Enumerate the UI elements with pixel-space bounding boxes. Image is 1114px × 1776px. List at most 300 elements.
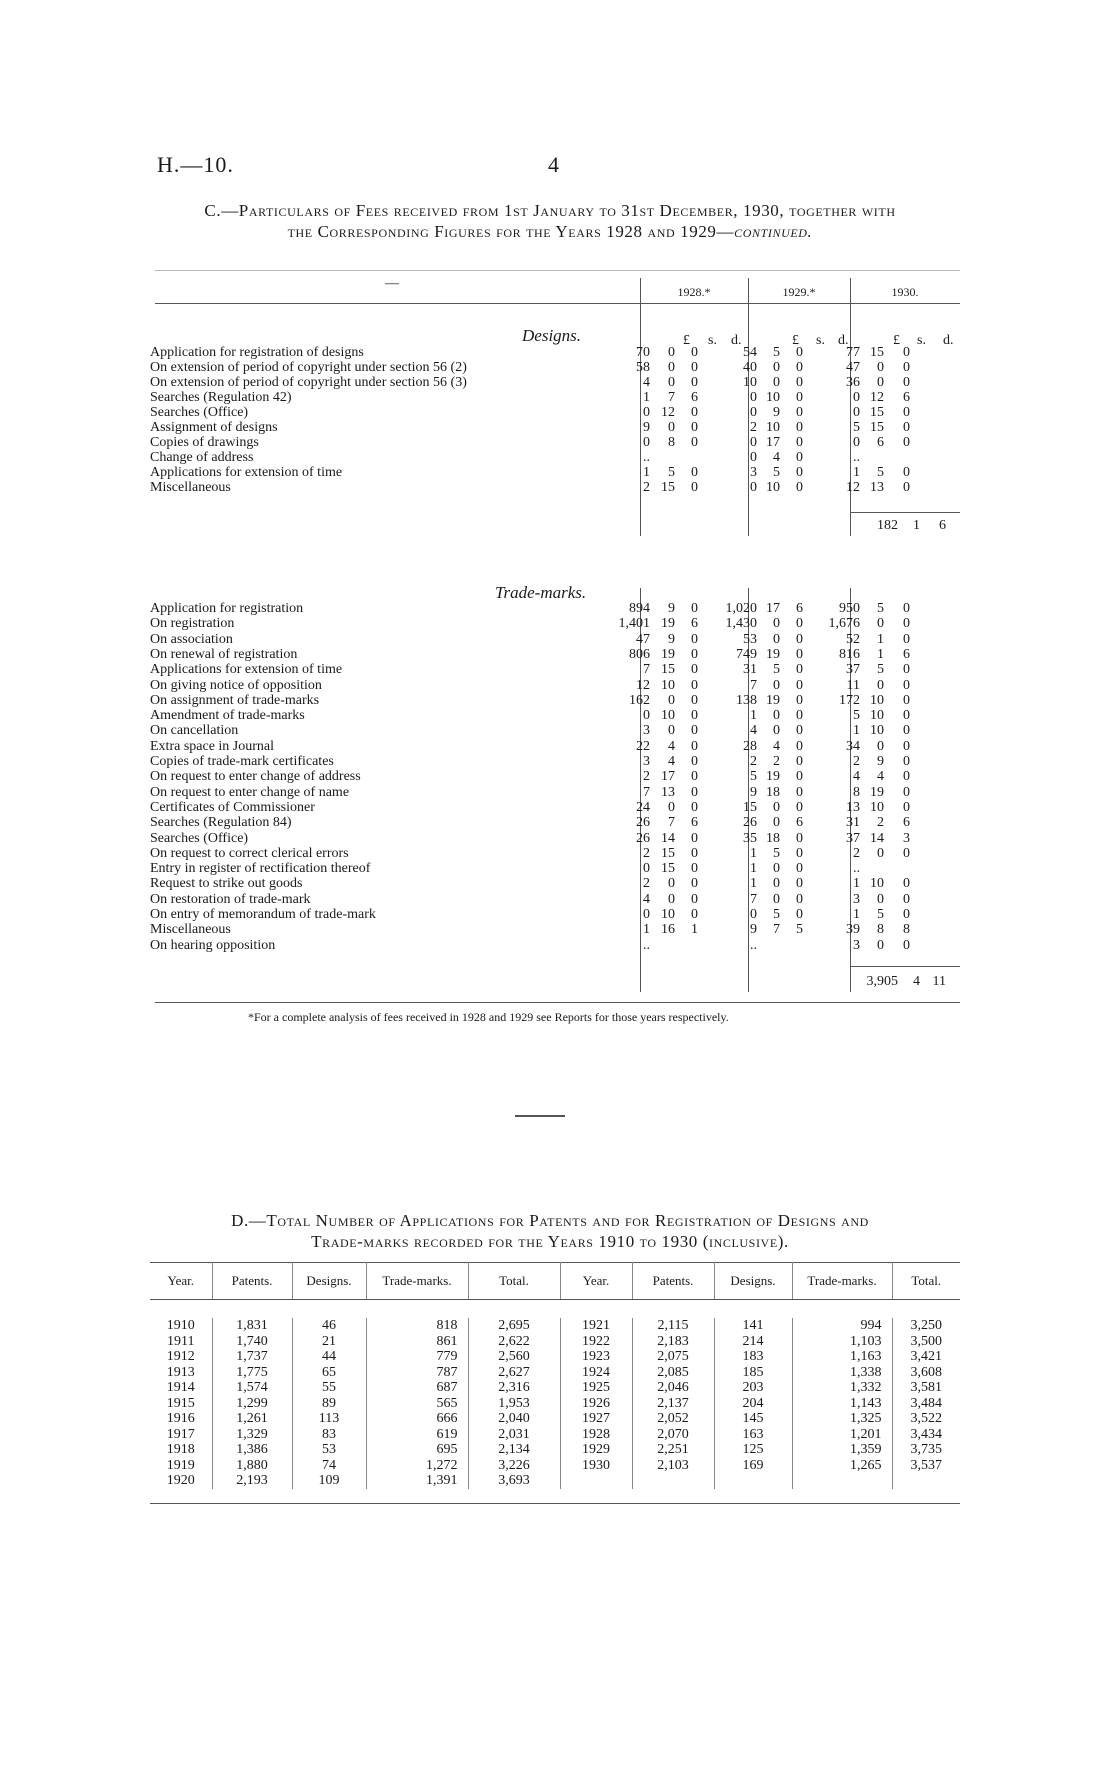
trademarks-y1928-pence: 1 [691,922,698,938]
designs-y1930-pence: 0 [903,405,910,420]
table-cell: 185 [714,1365,792,1381]
table-cell: 1,740 [212,1334,292,1350]
trademarks-row-label: On registration [150,616,235,632]
trademarks-row [150,861,960,876]
designs-row-label: Applications for extension of time [150,465,343,480]
designs-y1928-pence: 0 [691,345,698,360]
unit-pence-1929: d. [838,333,849,348]
table-cell: 861 [366,1334,468,1350]
designs-y1930-shillings: 0 [877,375,884,390]
trademarks-row [150,785,960,800]
table-row [150,1473,960,1489]
table-cell: 2,115 [632,1318,714,1334]
trademarks-y1928-shillings: 19 [661,616,675,632]
designs-y1929-shillings: 17 [766,435,780,450]
table-cell: 1,737 [212,1349,292,1365]
designs-row-label: On extension of period of copyright under section 56 (3) [150,375,467,390]
table-cell: 779 [366,1349,468,1365]
designs-y1929-pence: 0 [796,345,803,360]
trademarks-y1930-shillings: 19 [870,784,884,800]
column-header: Trade-marks. [792,1263,892,1300]
table-cell: 565 [366,1396,468,1412]
trademarks-row [150,922,960,937]
trademarks-row-label: Applications for extension of time [150,662,343,678]
trademarks-y1929-pence: 0 [796,830,803,846]
trademarks-y1930-shillings: 0 [877,937,884,953]
designs-row-label: Copies of drawings [150,435,259,450]
designs-y1930-pence: 0 [903,345,910,360]
designs-y1928-pence: 0 [691,375,698,390]
trademarks-row [150,693,960,708]
table-cell: 2,075 [632,1349,714,1365]
trademarks-row-label: Amendment of trade-marks [150,708,305,724]
trademarks-y1929-pounds: 1 [750,845,757,861]
trademarks-y1929-pence: 0 [796,692,803,708]
table-cell: 3,693 [468,1473,560,1489]
designs-row-label: On extension of period of copyright under section 56 (2) [150,360,467,375]
designs-y1930-shillings: 15 [870,420,884,435]
table-row [150,1365,960,1381]
designs-y1929-pence: 0 [796,420,803,435]
trademarks-y1928-pounds: 26 [636,815,650,831]
trademarks-y1929-pence: 6 [796,601,803,616]
trademarks-y1929-pounds: 31 [743,662,757,678]
trademarks-y1928-pounds: 47 [636,631,650,647]
table-cell: 666 [366,1411,468,1427]
trademarks-y1930-shillings: 10 [870,708,884,724]
trademarks-y1929-pounds: 4 [750,723,757,739]
designs-y1928-pounds: 58 [636,360,650,375]
trademarks-y1928-pence: 0 [691,784,698,800]
trademarks-y1929-shillings: 0 [773,891,780,907]
designs-y1930-pence: 0 [903,465,910,480]
designs-y1929-shillings: 10 [766,390,780,405]
trademarks-y1929-pence: 0 [796,738,803,754]
trademarks-y1928-pounds: 12 [636,677,650,693]
column-header: Patents. [212,1263,292,1300]
trademarks-y1929-shillings: 2 [773,754,780,769]
trademarks-y1929-pounds: 9 [750,784,757,800]
table-cell: 2,137 [632,1396,714,1412]
trademarks-y1930-shillings: 10 [870,876,884,892]
spacer-row [150,1300,960,1319]
trademarks-y1930-pence: 0 [903,754,910,769]
trademarks-y1929-pounds: 1,430 [725,616,757,632]
trademarks-y1929-pence: 0 [796,784,803,800]
designs-y1928-pounds: .. [643,450,650,465]
trademarks-y1928-pence: 0 [691,876,698,892]
trademarks-y1928-pence: 0 [691,723,698,739]
trademarks-y1930-shillings: 4 [877,769,884,785]
trademarks-y1929-pence: 0 [796,876,803,892]
designs-row [150,345,960,360]
trademarks-total-pence: 11 [932,974,946,989]
table-row [150,1411,960,1427]
trademarks-y1929-shillings: 0 [773,723,780,739]
table-cell: 55 [292,1380,366,1396]
designs-y1930-pounds: 47 [846,360,860,375]
trademarks-y1928-pounds: 4 [643,891,650,907]
designs-row-label: Searches (Office) [150,405,249,420]
table-cell: 1,325 [792,1411,892,1427]
designs-y1930-pounds: 0 [853,405,860,420]
trademarks-y1930-shillings: 10 [870,692,884,708]
trademarks-row-label: Copies of trade-mark certificates [150,754,334,769]
trademarks-y1930-pence: 0 [903,677,910,693]
designs-y1929-shillings: 0 [773,375,780,390]
designs-y1928-shillings: 0 [668,420,675,435]
trademarks-row [150,647,960,662]
trademarks-y1930-pence: 0 [903,937,910,953]
trademarks-y1929-pence: 0 [796,907,803,922]
trademarks-y1929-shillings: 0 [773,815,780,831]
table-cell: 3,537 [910,1457,942,1473]
trademarks-y1928-pence: 0 [691,830,698,846]
trademarks-row-label: On association [150,631,233,647]
trademarks-y1930-shillings: 10 [870,799,884,815]
footnote: *For a complete analysis of fees received in 1928 and 1929 see Reports for those years respectively. [248,1010,729,1024]
table-cell: 2,627 [468,1365,560,1381]
designs-total-pence: 6 [939,518,946,533]
designs-y1929-pence: 0 [796,465,803,480]
trademarks-y1929-pounds: 749 [736,646,757,662]
table-cell: 687 [366,1380,468,1396]
designs-y1930-shillings: 13 [870,480,884,495]
trademarks-y1929-pounds: 53 [743,631,757,647]
trademarks-y1930-pence: 3 [903,830,910,846]
trademarks-row [150,938,960,953]
trademarks-row-label: On renewal of registration [150,646,298,662]
trademarks-y1929-pence: 0 [796,646,803,662]
table-cell: 2,103 [632,1458,714,1474]
rule-bottom-c [155,1002,960,1003]
trademarks-row [150,662,960,677]
rule-top-c [155,270,960,271]
table-cell: 163 [714,1427,792,1443]
trademarks-row [150,907,960,922]
designs-y1929-shillings: 10 [766,420,780,435]
trademarks-y1928-pounds: 7 [643,784,650,800]
table-cell: 1924 [560,1365,632,1381]
trademarks-row-label: On entry of memorandum of trade-mark [150,907,376,922]
trademarks-y1930-pounds: 950 [839,601,860,616]
trademarks-y1928-pounds: 0 [643,861,650,877]
table-cell: 145 [714,1411,792,1427]
running-head-reference: H.—10. [157,152,234,177]
trademarks-row-label: On giving notice of opposition [150,677,322,693]
trademarks-y1929-pence: 0 [796,754,803,769]
trademarks-y1930-pounds: 37 [846,662,860,678]
table-cell: 74 [292,1458,366,1474]
table-cell: 1,163 [792,1349,892,1365]
trademarks-y1928-pence: 0 [691,646,698,662]
trademarks-y1930-pounds: 34 [846,738,860,754]
trademarks-y1930-pounds: 5 [853,708,860,724]
trademarks-y1930-shillings: 0 [877,738,884,754]
trademarks-row [150,708,960,723]
trademarks-row [150,815,960,830]
table-cell: 1925 [560,1380,632,1396]
rule-bottom-d [150,1503,960,1504]
table-row [150,1427,960,1443]
designs-y1929-pounds: 3 [750,465,757,480]
trademarks-y1930-shillings: 10 [870,723,884,739]
trademarks-y1928-pence: 6 [691,815,698,831]
trademarks-y1928-pounds: 2 [643,876,650,892]
trademarks-row [150,616,960,631]
trademarks-y1929-pence: 0 [796,616,803,632]
table-cell: 1,359 [792,1442,892,1458]
table-cell: 2,622 [468,1334,560,1350]
table-cell: 2,183 [632,1334,714,1350]
trademarks-y1930-pence: 0 [903,891,910,907]
trademarks-row-label: Searches (Office) [150,830,249,846]
table-cell: 1,775 [212,1365,292,1381]
designs-row-label: Change of address [150,450,254,465]
table-cell: 3,500 [910,1333,942,1349]
rule-designs-total [850,512,960,513]
trademarks-y1929-pence: 5 [796,922,803,938]
trademarks-y1928-pounds: 1 [643,922,650,938]
table-cell: 1919 [150,1458,212,1474]
trademarks-y1928-pence: 6 [691,616,698,632]
trademarks-y1930-pence: 6 [903,646,910,662]
trademarks-row-label: On assignment of trade-marks [150,692,320,708]
trademarks-row-label: On hearing opposition [150,937,276,953]
unit-shilling-1928: s. [708,333,717,348]
trademarks-row [150,831,960,846]
table-cell: 89 [292,1396,366,1412]
table-cell: 1910 [150,1318,212,1334]
designs-y1929-pence: 0 [796,360,803,375]
table-cell: 1921 [560,1318,632,1334]
designs-y1929-pounds: 0 [750,405,757,420]
designs-y1930-pounds: 1 [853,465,860,480]
trademarks-total-shillings: 4 [913,974,920,989]
trademarks-y1928-pounds: 1,401 [618,616,650,632]
rule-header-c [155,303,960,304]
designs-y1930-shillings: 0 [877,360,884,375]
designs-row [150,375,960,390]
trademarks-y1930-pence: 0 [903,907,910,922]
designs-heading: Designs. [522,326,582,345]
trademarks-y1930-pence: 8 [903,922,910,938]
trademarks-row-label: Application for registration [150,601,304,616]
trademarks-y1930-pounds: 37 [846,830,860,846]
trademarks-y1929-pounds: 28 [743,738,757,754]
designs-y1930-shillings: 15 [870,405,884,420]
trademarks-y1928-pounds: 162 [629,692,650,708]
applications-table [150,1262,960,1489]
trademarks-y1929-pence: 0 [796,631,803,647]
trademarks-y1929-shillings: 17 [766,601,780,616]
table-cell: 818 [366,1318,468,1334]
table-cell: 1,329 [212,1427,292,1443]
table-cell: 1922 [560,1334,632,1350]
trademarks-y1930-pence: 0 [903,799,910,815]
table-cell: 1,338 [792,1365,892,1381]
trademarks-y1928-pounds: 26 [636,830,650,846]
trademarks-y1930-pence: 0 [903,723,910,739]
trademarks-y1930-shillings: 14 [870,830,884,846]
designs-y1928-shillings: 12 [661,405,675,420]
trademarks-row-label: Extra space in Journal [150,738,275,754]
dash-header: — [385,276,399,291]
trademarks-y1930-pence: 6 [903,815,910,831]
table-cell: 1929 [560,1442,632,1458]
trademarks-y1928-shillings: 10 [661,708,675,724]
trademarks-y1928-pounds: 24 [636,799,650,815]
trademarks-y1929-shillings: 19 [766,692,780,708]
trademarks-total-row [850,974,960,989]
trademarks-y1930-pounds: 39 [846,922,860,938]
trademarks-y1929-pence: 0 [796,769,803,785]
table-row [150,1396,960,1412]
table-cell: 1913 [150,1365,212,1381]
trademarks-row [150,892,960,907]
column-header: Year. [150,1263,212,1300]
trademarks-y1930-pence: 0 [903,876,910,892]
trademarks-y1928-pounds: 806 [629,646,650,662]
trademarks-y1928-pounds: 3 [643,723,650,739]
designs-y1930-pence: 0 [903,375,910,390]
trademarks-y1930-pounds: 2 [853,845,860,861]
trademarks-row-label: Entry in register of rectification thereof [150,861,371,877]
trademarks-y1928-pence: 0 [691,738,698,754]
designs-y1928-pounds: 0 [643,405,650,420]
designs-y1928-shillings: 7 [668,390,675,405]
designs-row [150,480,960,495]
table-cell [792,1473,892,1489]
trademarks-y1929-pence: 0 [796,861,803,877]
column-header: Designs. [292,1263,366,1300]
trademarks-y1929-pence: 0 [796,891,803,907]
trademarks-y1930-pence: 0 [903,631,910,647]
trademarks-y1929-shillings: 19 [766,646,780,662]
applications-table-header [150,1263,960,1300]
trademarks-y1930-pence: 0 [903,769,910,785]
table-cell: 3,608 [910,1364,942,1380]
table-cell: 203 [714,1380,792,1396]
designs-row-label: Application for registration of designs [150,345,364,360]
trademarks-y1928-shillings: 9 [668,601,675,616]
table-cell [560,1473,632,1489]
unit-pound-1930: £ [893,333,900,348]
trademarks-y1928-shillings: 10 [661,907,675,922]
trademarks-y1929-pounds: 2 [750,754,757,769]
table-cell: 1927 [560,1411,632,1427]
trademarks-y1930-pounds: 816 [839,646,860,662]
trademarks-y1929-pounds: 1 [750,861,757,877]
trademarks-y1928-pounds: 2 [643,769,650,785]
table-cell: 2,316 [468,1380,560,1396]
trademarks-y1930-pounds: 1 [853,907,860,922]
table-cell: 204 [714,1396,792,1412]
trademarks-y1929-pence: 0 [796,723,803,739]
trademarks-y1930-pounds: 3 [853,891,860,907]
designs-y1928-shillings: 8 [668,435,675,450]
table-cell: 1915 [150,1396,212,1412]
table-cell: 214 [714,1334,792,1350]
trademarks-y1928-pounds: .. [643,937,650,953]
table-cell: 2,193 [212,1473,292,1489]
designs-y1929-shillings: 4 [773,450,780,465]
trademarks-row [150,876,960,891]
table-cell: 1,386 [212,1442,292,1458]
trademarks-y1930-shillings: 5 [877,601,884,616]
designs-y1930-pounds: 36 [846,375,860,390]
section-d-title-line1: D.—Total Number of Applications for Patents and for Registration of Designs and [231,1211,869,1230]
table-cell: 1,574 [212,1380,292,1396]
table-cell: 2,251 [632,1442,714,1458]
table-cell: 1,272 [366,1458,468,1474]
trademarks-y1929-shillings: 0 [773,677,780,693]
table-row [150,1334,960,1350]
table-row [150,1458,960,1474]
trademarks-y1929-pounds: 15 [743,799,757,815]
trademarks-y1928-pence: 0 [691,677,698,693]
designs-y1929-pounds: 0 [750,435,757,450]
trademarks-y1928-pounds: 0 [643,708,650,724]
trademarks-y1929-pounds: 1,020 [725,601,757,616]
table-cell: 1,831 [212,1318,292,1334]
designs-y1929-shillings: 0 [773,360,780,375]
designs-y1930-pence: 0 [903,480,910,495]
trademarks-y1929-pence: 0 [796,677,803,693]
trademarks-row [150,754,960,769]
trademarks-y1930-shillings: 2 [877,815,884,831]
trademarks-y1929-shillings: 5 [773,845,780,861]
trademarks-y1929-shillings: 5 [773,907,780,922]
trademarks-y1930-pounds: 3 [853,937,860,953]
designs-y1928-pounds: 70 [636,345,650,360]
table-cell: 2,085 [632,1365,714,1381]
column-header: Patents. [632,1263,714,1300]
designs-total-pounds: 182 [877,518,898,533]
trademarks-y1929-shillings: 0 [773,861,780,877]
designs-total-shillings: 1 [913,518,920,533]
trademarks-y1928-pence: 0 [691,662,698,678]
designs-row-label: Miscellaneous [150,480,231,495]
trademarks-y1929-shillings: 7 [773,922,780,938]
unit-pence-1928: d. [731,333,742,348]
table-cell: 1928 [560,1427,632,1443]
designs-y1928-pence: 0 [691,480,698,495]
trademarks-y1929-pounds: 0 [750,907,757,922]
table-cell: 3,434 [910,1426,942,1442]
trademarks-y1930-pounds: 172 [839,692,860,708]
designs-y1930-pence: 0 [903,360,910,375]
designs-y1928-pence: 0 [691,465,698,480]
designs-y1929-shillings: 9 [773,405,780,420]
table-cell: 1,103 [792,1334,892,1350]
trademarks-y1930-pounds: 4 [853,769,860,785]
table-cell: 83 [292,1427,366,1443]
trademarks-y1928-shillings: 17 [661,769,675,785]
table-cell: 1,391 [366,1473,468,1489]
designs-y1929-pounds: 0 [750,390,757,405]
table-cell: 65 [292,1365,366,1381]
designs-y1930-pounds: .. [853,450,860,465]
trademarks-y1930-shillings: 1 [877,646,884,662]
section-c-title-line2: the Corresponding Figures for the Years 1928 and 1929— [287,222,735,241]
trademarks-y1928-shillings: 15 [661,861,675,877]
designs-y1928-pence: 0 [691,435,698,450]
trademarks-row-label: On request to enter change of name [150,784,350,800]
trademarks-y1929-shillings: 0 [773,631,780,647]
table-cell: 141 [714,1318,792,1334]
trademarks-y1930-pence: 0 [903,616,910,632]
